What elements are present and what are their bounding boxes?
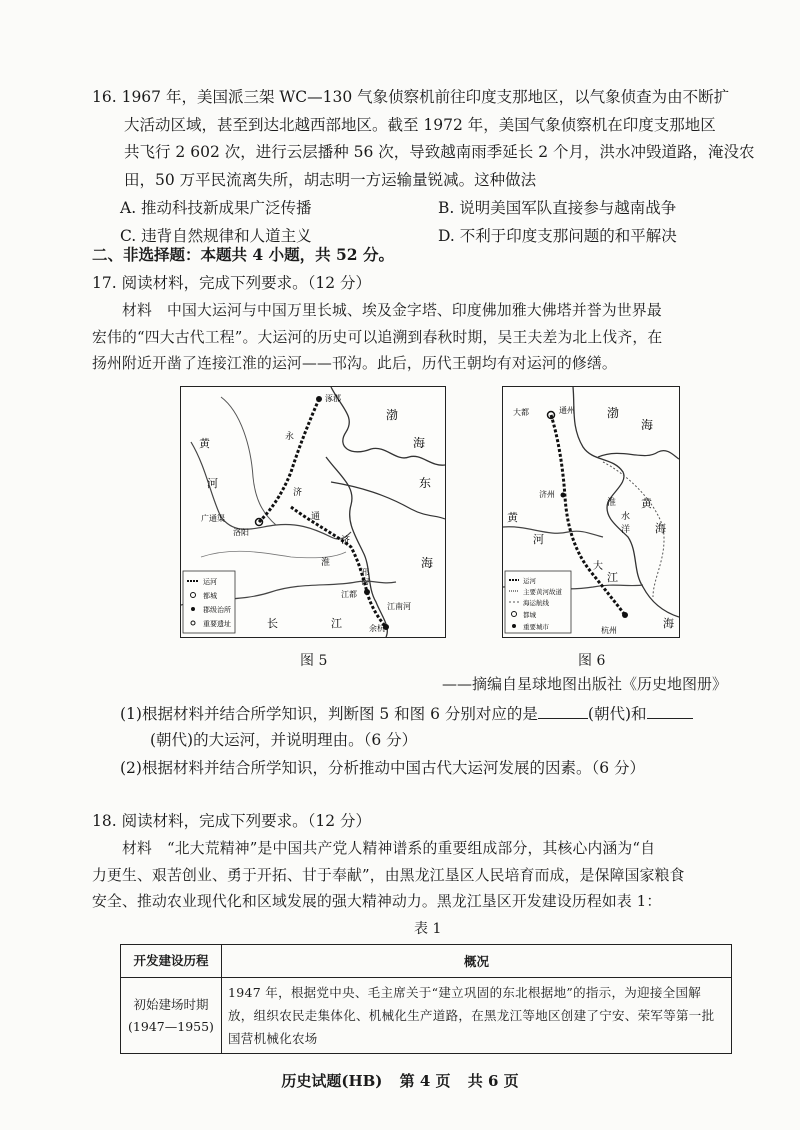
f6-tongzhou-label: 通州 (559, 406, 575, 415)
f6-legend-2: 主要黄河故道 (523, 588, 562, 596)
f6-xi-label: 洋 (621, 525, 631, 535)
q17-subquestion-1 (120, 702, 693, 725)
f5-hai2-label: 海 (421, 556, 434, 570)
f6-bo-label: 渤 (607, 406, 620, 420)
f5-ji2-label: 济 (341, 536, 351, 546)
f5-legend-county (191, 607, 195, 611)
f6-legend-city (512, 624, 516, 628)
f6-huang-label: 黄 (641, 497, 652, 510)
f5-jiangdu-label: 江都 (341, 590, 357, 599)
f6-legend-4: 都城 (523, 611, 536, 619)
f6-hangzhou-dot (622, 612, 628, 618)
q18-material-line-3: 安全、推动农业现代化和区域发展的强大精神动力。黑龙江垦区开发建设历程如表 1： (92, 893, 662, 910)
f6-dadu-label: 大都 (513, 408, 529, 417)
q16-line-3: 共飞行 2 602 次，进行云层播种 56 次，导致越南雨季延长 2 个月，洪水冲毁道路，淹没农 (124, 143, 755, 161)
q18-material-line-2: 力更生、艰苦创业、勇于开拓、甘于奉献”，由黑龙江垦区人民培育而成，是保障国家粮食 (92, 866, 685, 884)
question-16-stem (92, 84, 755, 194)
footer-page: 第 4 页 (399, 1072, 451, 1090)
f5-hai-label: 海 (413, 436, 426, 450)
table-cell-period (121, 978, 222, 1054)
f5-bo-label: 渤 (386, 408, 399, 422)
q17-sub1-mid: (朝代)和 (587, 705, 647, 723)
f5-han-label: 邗 (361, 568, 369, 577)
f5-legend-2: 都城 (203, 592, 217, 600)
f5-legend-3: 郡级治所 (203, 606, 231, 614)
f6-hai2-label: 海 (655, 522, 666, 535)
period-years: (1947—1955) (128, 1018, 214, 1034)
f6-jizhou-dot (561, 493, 566, 498)
f6-yellow-river (503, 527, 603, 537)
f5-gou-label: 沟 (361, 577, 369, 586)
table-cell-summary: 1947 年，根据党中央、毛主席关于“建立巩固的东北根据地”的指示，为迎接全国解放，组织农民走集体化、机械化生产道路，在黑龙江等地区创建了宁安、荣军等第一批国营机械化农场 (222, 978, 732, 1054)
f5-zhuojun-label: 涿郡 (325, 394, 341, 403)
period-name: 初始建场时期 (133, 996, 209, 1012)
q17-subquestion-1-line-2: (朝代)的大运河，并说明理由。（6 分） (150, 731, 418, 749)
answer-blank-1[interactable] (538, 702, 588, 719)
f5-jiangdu-dot (364, 589, 370, 595)
figure-6-svg (503, 387, 679, 637)
q17-subquestion-2: (2)根据材料并结合所学知识，分析推动中国古代大运河发展的因素。（6 分） (120, 759, 645, 777)
f5-yellow-river (191, 442, 351, 539)
map-source: ——摘编自星球地图出版社《历史地图册》 (442, 675, 728, 693)
f6-hangzhou-label: 杭州 (601, 626, 617, 635)
footer-title: 历史试题(HB) (281, 1072, 383, 1090)
f6-legend-5: 重要城市 (523, 623, 549, 631)
f5-legend-4: 重要遗址 (203, 620, 231, 628)
q16-option-d: D. 不利于印度支那问题的和平解决 (438, 227, 677, 245)
question-18-heading: 18. 阅读材料，完成下列要求。（12 分） (92, 812, 371, 830)
table-header-summary: 概况 (222, 945, 732, 978)
q17-material-line-1: 材料 中国大运河与中国万里长城、埃及金字塔、印度佛加雅大佛塔并誉为世界最 (122, 302, 662, 319)
q17-material-line-2: 宏伟的“四大古代工程”。大运河的历史可以追溯到春秋时期，吴王夫差为北上伐齐，在 (92, 328, 663, 346)
f5-yong-label: 永 (285, 432, 295, 442)
q16-line-2: 大活动区域，甚至到达北越西部地区。截至 1972 年，美国气象侦察机在印度支那地区 (124, 115, 716, 134)
page-footer (0, 1070, 800, 1091)
f6-da-label: 大 (593, 561, 603, 572)
f6-jizhou-label: 济州 (539, 490, 555, 499)
q16-line-4: 田，50 万平民流离失所，胡志明一方运输量锐减。这种做法 (124, 170, 537, 189)
figure-5-map (180, 386, 446, 638)
q16-option-a: A. 推动科技新成果广泛传播 (120, 199, 312, 217)
q17-sub1-text: (1)根据材料并结合所学知识，判断图 5 和图 6 分别对应的是 (120, 705, 538, 723)
f5-chang-label: 长 (267, 617, 278, 630)
f6-bohai (598, 451, 679, 459)
f6-hai3-label: 海 (663, 617, 674, 630)
f5-legend-1: 运河 (203, 578, 217, 586)
q17-material-line-3: 扬州附近开凿了连接江淮的运河——邗沟。此后，历代王朝均有对运河的修缮。 (92, 355, 617, 372)
f5-zhuojun-dot (316, 396, 322, 402)
figure-6-map (502, 386, 680, 638)
answer-blank-2[interactable] (647, 702, 693, 719)
footer-total: 共 6 页 (467, 1072, 519, 1090)
f5-tong-label: 通 (311, 512, 321, 522)
f5-dong-label: 东 (419, 476, 432, 490)
f5-jiangnan-label: 江南河 (387, 602, 411, 611)
q18-material (92, 836, 742, 916)
table-header-row (121, 945, 732, 978)
f5-huai-label: 淮 (321, 558, 331, 568)
f6-shui-label: 水 (621, 512, 631, 522)
figure-5-caption: 图 5 (300, 653, 328, 669)
f6-huang-he-label: 黄 (507, 511, 518, 524)
f5-coast-north (331, 387, 445, 465)
f5-coast-east (326, 457, 387, 637)
f6-legend-1: 运河 (523, 577, 536, 585)
f6-he-label: 河 (533, 533, 544, 546)
f5-luoyang-label: 洛阳 (233, 528, 249, 537)
f5-huang-label: 黄 (199, 437, 210, 450)
f6-coast (573, 387, 679, 617)
f5-huai-river (201, 551, 346, 558)
table-header-period: 开发建设历程 (121, 945, 222, 978)
q16-option-c: C. 违背自然规律和人道主义 (120, 227, 312, 245)
q16-option-b: B. 说明美国军队直接参与越南战争 (438, 199, 677, 217)
f5-ji-label: 济 (293, 488, 303, 498)
f5-yuhang-label: 余杭 (369, 624, 385, 633)
table-row (121, 978, 732, 1054)
f6-huai-label: 淮 (607, 498, 617, 508)
table-1 (120, 944, 732, 1054)
f5-river-bend (221, 397, 276, 525)
f5-guangtong-label: 广通渠 (201, 514, 225, 523)
f5-jiang-label: 江 (331, 617, 342, 630)
q17-material (92, 298, 742, 378)
table-1-title: 表 1 (414, 921, 442, 937)
q18-material-line-1: 材料 “北大荒精神”是中国共产党人精神谱系的重要组成部分，其核心内涵为“自 (122, 840, 656, 857)
f5-he-label: 河 (207, 477, 218, 490)
question-17-heading: 17. 阅读材料，完成下列要求。（12 分） (92, 274, 371, 292)
f6-legend-3: 海运航线 (523, 599, 549, 607)
section-2-heading: 二、非选择题：本题共 4 小题，共 52 分。 (92, 245, 394, 264)
f6-jiang-label: 江 (607, 571, 618, 584)
q16-line-1: 16. 1967 年，美国派三架 WC—130 气象侦察机前往印度支那地区，以气象侦查为由不断扩 (92, 88, 730, 106)
figure-5-svg (181, 387, 445, 637)
figure-6-caption: 图 6 (578, 653, 606, 669)
f6-hai-label: 海 (641, 418, 654, 432)
